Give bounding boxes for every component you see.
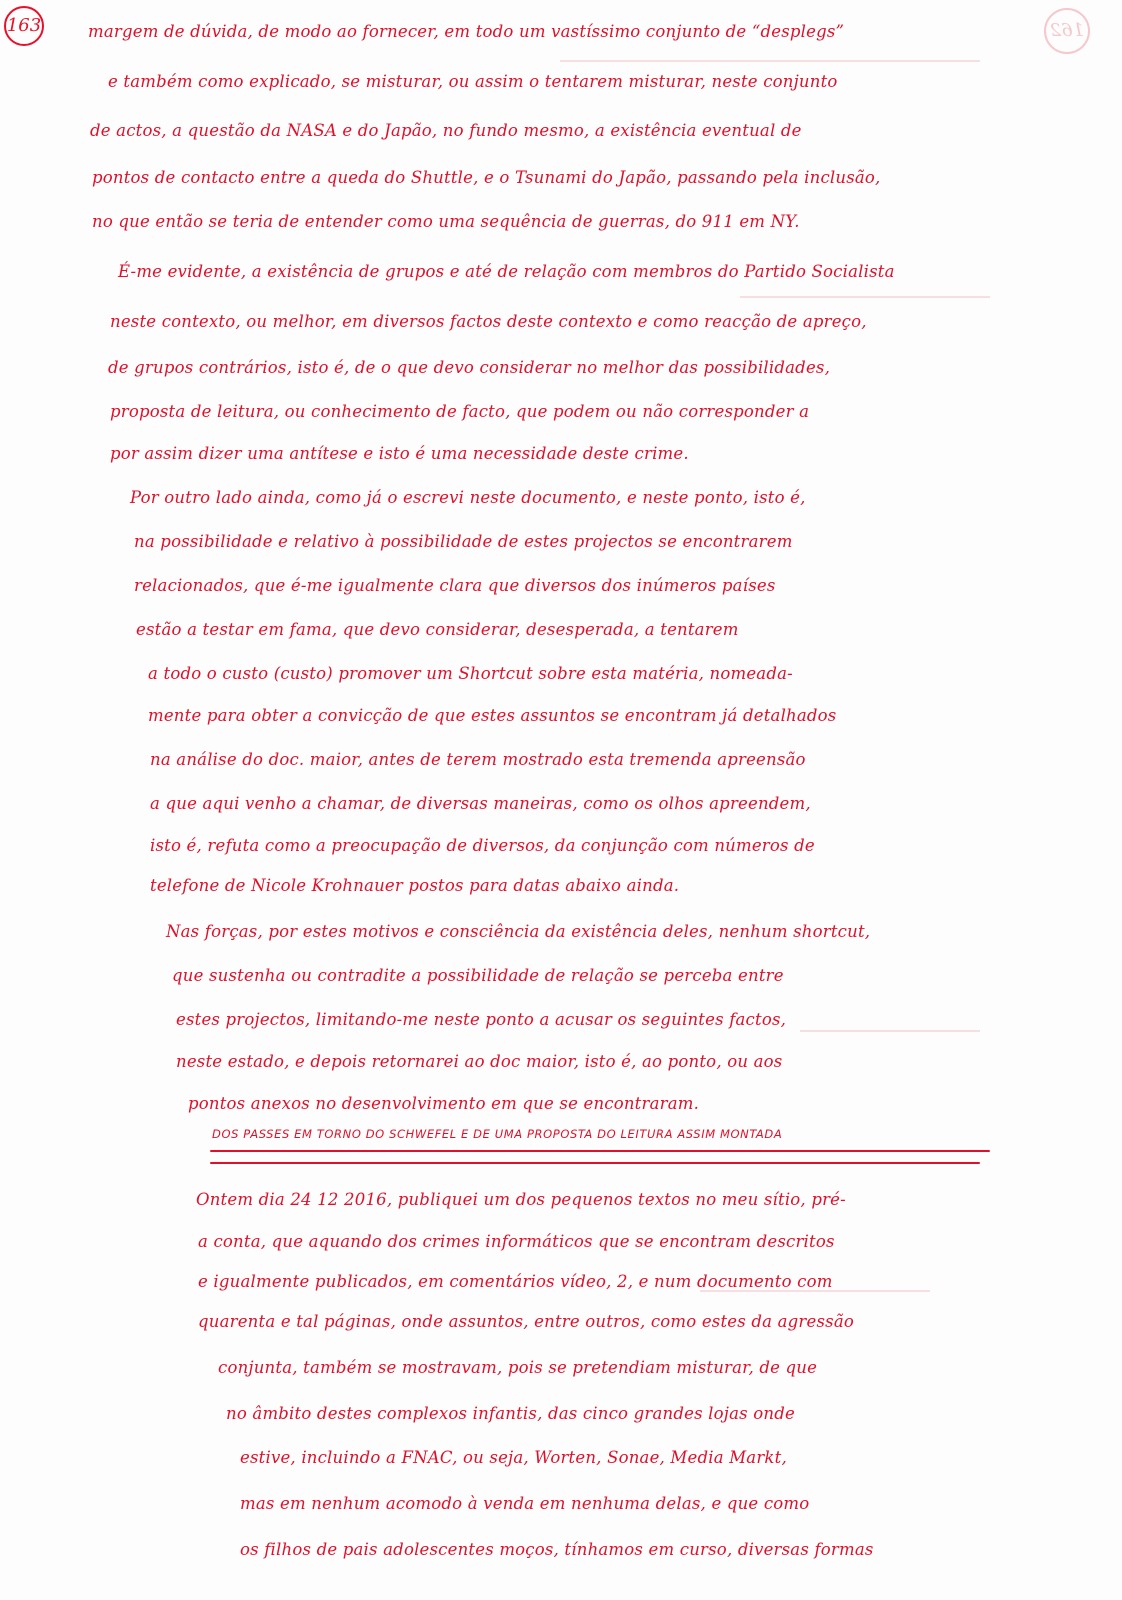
handwritten-line: no âmbito destes complexos infantis, das cinco grandes lojas onde [226,1404,795,1423]
handwritten-line: neste estado, e depois retornarei ao doc maior, isto é, ao ponto, ou aos [176,1052,783,1071]
handwritten-line: e igualmente publicados, em comentários vídeo, 2, e num documento com [198,1272,833,1291]
heading-underline [210,1150,990,1152]
handwritten-line: margem de dúvida, de modo ao fornecer, em todo um vastíssimo conjunto de “desplegs” [88,22,845,41]
handwritten-line: estive, incluindo a FNAC, ou seja, Worten, Sonae, Media Markt, [240,1448,787,1467]
bleed-through-page-number: 162 [1044,8,1090,54]
handwritten-line: conjunta, também se mostravam, pois se pretendiam misturar, de que [218,1358,818,1377]
handwritten-line: mente para obter a convicção de que estes assuntos se encontram já detalhados [148,706,837,725]
handwritten-line: Ontem dia 24 12 2016, publiquei um dos pequenos textos no meu sítio, pré- [196,1190,846,1209]
handwritten-line: quarenta e tal páginas, onde assuntos, entre outros, como estes da agressão [198,1312,854,1331]
page-number-circle: 163 [4,6,44,46]
handwritten-line: pontos de contacto entre a queda do Shuttle, e o Tsunami do Japão, passando pela inclusão, [92,168,881,187]
bleed-through-stroke [560,60,980,62]
handwritten-line: relacionados, que é-me igualmente clara que diversos dos inúmeros países [134,576,776,595]
handwritten-line: Nas forças, por estes motivos e consciência da existência deles, nenhum shortcut, [166,922,871,941]
section-heading: DOS PASSES EM TORNO DO SCHWEFEL E DE UMA PROPOSTA DO LEITURA ASSIM MONTADA [212,1127,783,1141]
handwritten-line: de actos, a questão da NASA e do Japão, no fundo mesmo, a existência eventual de [90,121,802,140]
handwritten-line: isto é, refuta como a preocupação de diversos, da conjunção com números de [150,836,815,855]
handwritten-line: de grupos contrários, isto é, de o que devo considerar no melhor das possibilidades, [108,358,831,377]
handwritten-line: pontos anexos no desenvolvimento em que se encontraram. [188,1094,700,1113]
handwritten-line: mas em nenhum acomodo à venda em nenhuma delas, e que como [240,1494,810,1513]
handwritten-line: estão a testar em fama, que devo considerar, desesperada, a tentarem [136,620,739,639]
handwritten-line: estes projectos, limitando-me neste ponto a acusar os seguintes factos, [176,1010,787,1029]
heading-underline-short [210,1162,980,1164]
handwritten-line: a conta, que aquando dos crimes informáticos que se encontram descritos [198,1232,835,1251]
handwritten-line: Por outro lado ainda, como já o escrevi neste documento, e neste ponto, isto é, [130,488,806,507]
handwritten-line: na análise do doc. maior, antes de terem mostrado esta tremenda apreensão [150,750,806,769]
handwritten-line: a todo o custo (custo) promover um Shortcut sobre esta matéria, nomeada- [148,664,793,683]
handwritten-line: no que então se teria de entender como uma sequência de guerras, do 911 em NY. [92,212,800,231]
handwritten-line: por assim dizer uma antítese e isto é uma necessidade deste crime. [110,444,689,463]
handwritten-line: telefone de Nicole Krohnauer postos para datas abaixo ainda. [150,876,680,895]
handwritten-line: a que aqui venho a chamar, de diversas maneiras, como os olhos apreendem, [150,794,811,813]
handwritten-line: proposta de leitura, ou conhecimento de facto, que podem ou não corresponder a [110,402,810,421]
bleed-through-stroke [800,1030,980,1032]
handwritten-line: e também como explicado, se misturar, ou assim o tentarem misturar, neste conjunto [108,72,838,91]
handwritten-line: os filhos de pais adolescentes moços, tínhamos em curso, diversas formas [240,1540,874,1559]
handwritten-line: É-me evidente, a existência de grupos e até de relação com membros do Partido Socialista [118,262,895,281]
handwritten-line: neste contexto, ou melhor, em diversos factos deste contexto e como reacção de apreço, [110,312,867,331]
bleed-through-stroke [740,296,990,298]
handwritten-line: que sustenha ou contradite a possibilidade de relação se perceba entre [172,966,784,985]
handwritten-line: na possibilidade e relativo à possibilidade de estes projectos se encontrarem [134,532,793,551]
